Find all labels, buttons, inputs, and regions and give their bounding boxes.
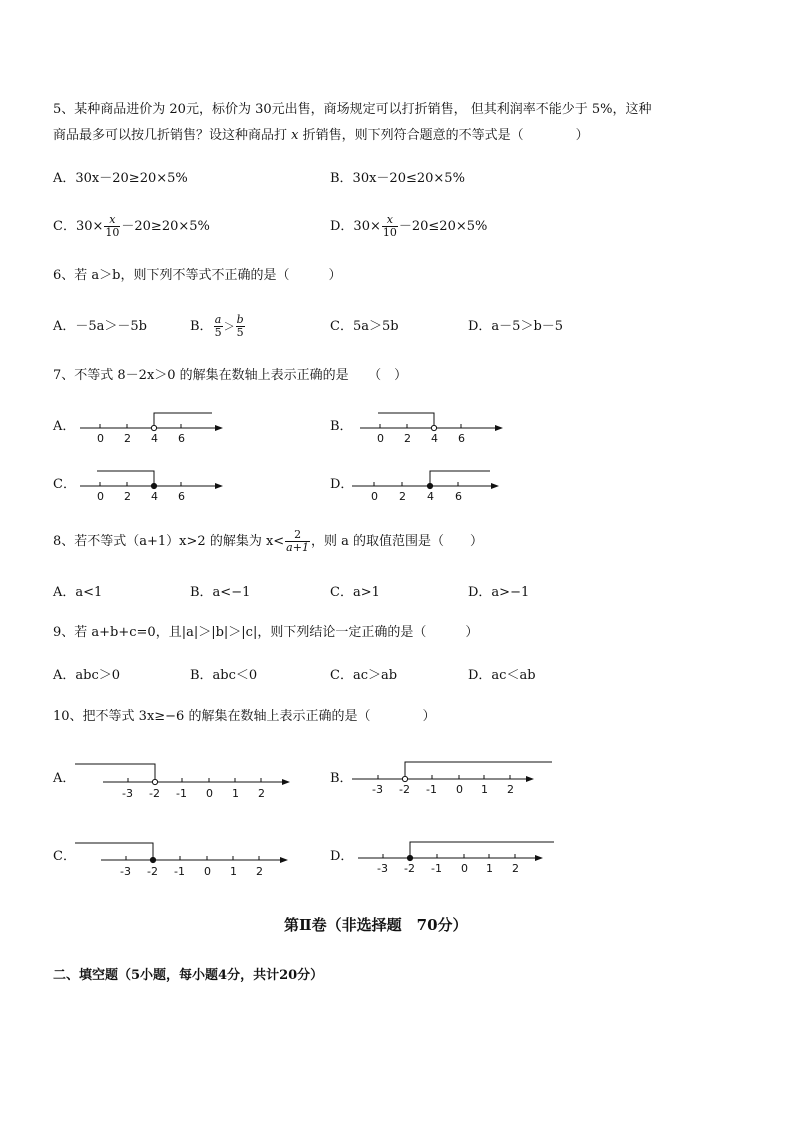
q10-c-svg	[75, 836, 295, 881]
q10-c-tick-m2: -2	[147, 865, 158, 878]
q8-fraction	[285, 529, 310, 554]
section-title: 第Ⅱ卷（非选择题 70分）	[284, 916, 468, 934]
q7-b-tick-6: 6	[458, 432, 465, 445]
q10-b-svg	[352, 758, 562, 803]
q7-b-svg	[360, 408, 520, 448]
q8-frac-num: 2	[285, 529, 310, 542]
q7-number-line-d	[352, 466, 512, 506]
q7-b-tick-4: 4	[431, 432, 438, 445]
q5-d-post: －20≤20×5%	[398, 219, 488, 234]
q7-b-tick-2: 2	[404, 432, 411, 445]
q10-d-svg	[358, 836, 568, 881]
q10-c-tick-2: 2	[256, 865, 263, 878]
q5-c-num: x	[104, 214, 120, 227]
q5-c-pre: C．30×	[53, 219, 104, 234]
q10-d-tick-m2: -2	[404, 862, 415, 875]
q7-c-tick-6: 6	[178, 490, 185, 503]
q10-option-b-label: B．	[330, 771, 353, 786]
q7-option-d-label: D．	[330, 477, 354, 492]
q7-a-tick-2: 2	[124, 432, 131, 445]
q7-a-tick-4: 4	[151, 432, 158, 445]
q8-stem-post: ，则 a 的取值范围是（ ）	[310, 534, 483, 549]
q5-d-fraction	[382, 214, 398, 239]
q10-a-tick-1: 1	[232, 787, 239, 800]
q5-option-a: A．30x－20≥20×5%	[53, 171, 188, 186]
q10-number-line-b	[352, 758, 562, 803]
q10-a-tick-m3: -3	[122, 787, 133, 800]
q10-b-tick-m1: -1	[426, 783, 437, 796]
q8-option-b: B．a<−1	[190, 585, 251, 600]
q6-b-n1: a	[214, 313, 222, 326]
q6-option-c: C．5a＞5b	[330, 319, 399, 334]
q7-stem: 7、不等式 8－2x＞0 的解集在数轴上表示正确的是 （ ）	[53, 368, 408, 383]
q6-b-frac2	[236, 314, 245, 339]
q5-option-b: B．30x－20≤20×5%	[330, 171, 465, 186]
q10-stem: 10、把不等式 3x≥−6 的解集在数轴上表示正确的是（ ）	[53, 709, 436, 724]
q10-b-tick-0: 0	[456, 783, 463, 796]
q10-d-tick-0: 0	[461, 862, 468, 875]
q7-option-b-label: B．	[330, 419, 353, 434]
q10-c-tick-1: 1	[230, 865, 237, 878]
q9-option-d: D．ac＜ab	[468, 668, 536, 683]
q5-line2b: 折销售，则下列符合题意的不等式是（ ）	[298, 128, 589, 143]
q10-d-tick-m1: -1	[431, 862, 442, 875]
q10-c-tick-m3: -3	[120, 865, 131, 878]
q7-a-svg	[80, 408, 240, 448]
q7-c-tick-0: 0	[97, 490, 104, 503]
q10-a-tick-2: 2	[258, 787, 265, 800]
q7-c-tick-4: 4	[151, 490, 158, 503]
q6-stem: 6、若 a＞b，则下列不等式不正确的是（ ）	[53, 268, 342, 283]
q7-option-c-label: C．	[53, 477, 76, 492]
q5-d-den: 10	[382, 226, 397, 239]
q8-stem-pre: 8、若不等式（a+1）x>2 的解集为 x<	[53, 534, 285, 549]
q6-b-frac1	[214, 314, 223, 339]
q10-option-a-label: A．	[53, 771, 76, 786]
q9-option-b: B．abc＜0	[190, 668, 258, 683]
q10-d-tick-2: 2	[512, 862, 519, 875]
q10-b-tick-m3: -3	[372, 783, 383, 796]
q10-a-tick-m2: -2	[149, 787, 160, 800]
q10-number-line-a	[75, 758, 295, 803]
q6-b-pre: B．	[190, 319, 213, 334]
q7-d-tick-6: 6	[455, 490, 462, 503]
q8-frac-den: a+1	[286, 541, 309, 554]
q7-b-tick-0: 0	[377, 432, 384, 445]
q7-a-tick-6: 6	[178, 432, 185, 445]
q6-option-b	[190, 312, 246, 342]
q10-a-tick-0: 0	[206, 787, 213, 800]
q10-option-c-label: C．	[53, 849, 76, 864]
q7-number-line-b	[360, 408, 520, 448]
q10-b-tick-m2: -2	[399, 783, 410, 796]
q5-c-fraction	[104, 214, 120, 239]
q9-option-c: C．ac＞ab	[330, 668, 398, 683]
q5-line2	[53, 128, 589, 144]
q10-number-line-c	[75, 836, 295, 881]
q10-a-tick-m1: -1	[176, 787, 187, 800]
q10-b-tick-1: 1	[481, 783, 488, 796]
q6-b-d1: 5	[214, 326, 222, 339]
q5-line2a: 商品最多可以按几折销售？设这种商品打	[53, 128, 292, 143]
q5-option-c	[53, 212, 210, 242]
q6-b-gt: ＞	[223, 320, 235, 333]
q5-d-num: x	[382, 214, 398, 227]
q8-option-d: D．a>−1	[468, 585, 530, 600]
q10-d-tick-1: 1	[486, 862, 493, 875]
q7-a-tick-0: 0	[97, 432, 104, 445]
q7-d-tick-4: 4	[427, 490, 434, 503]
q10-c-tick-0: 0	[204, 865, 211, 878]
q6-b-d2: 5	[236, 326, 244, 339]
q5-c-den: 10	[105, 226, 120, 239]
q8-stem	[53, 526, 483, 558]
q10-a-svg	[75, 758, 295, 803]
q9-option-a: A．abc＞0	[53, 668, 121, 683]
q7-d-svg	[352, 466, 512, 506]
q10-c-tick-m1: -1	[174, 865, 185, 878]
q7-c-svg	[80, 466, 240, 506]
q7-option-a-label: A．	[53, 419, 76, 434]
q5-option-d	[330, 212, 487, 242]
q6-option-d: D．a－5＞b－5	[468, 319, 564, 334]
q8-option-c: C．a>1	[330, 585, 380, 600]
q9-stem: 9、若 a+b+c=0，且|a|＞|b|＞|c|，则下列结论一定正确的是（ ）	[53, 625, 479, 640]
q5-line1: 5、某种商品进价为 20元，标价为 30元出售，商场规定可以打折销售， 但其利润率不能少于 5%，这种	[53, 102, 652, 117]
section-subtitle: 二、填空题（5小题，每小题4分，共计20分）	[53, 968, 324, 983]
q7-d-tick-2: 2	[399, 490, 406, 503]
q7-c-tick-2: 2	[124, 490, 131, 503]
q10-d-tick-m3: -3	[377, 862, 388, 875]
q5-d-pre: D．30×	[330, 219, 381, 234]
q8-option-a: A．a<1	[53, 585, 103, 600]
q7-d-tick-0: 0	[371, 490, 378, 503]
q7-number-line-a	[80, 408, 240, 448]
q10-number-line-d	[358, 836, 568, 881]
q10-option-d-label: D．	[330, 849, 354, 864]
q6-b-n2: b	[236, 313, 244, 326]
q5-c-post: －20≥20×5%	[121, 219, 210, 234]
q10-b-tick-2: 2	[507, 783, 514, 796]
q6-option-a: A．－5a＞－5b	[53, 319, 148, 334]
q7-number-line-c	[80, 466, 240, 506]
q5-line2-var: x	[291, 128, 299, 143]
